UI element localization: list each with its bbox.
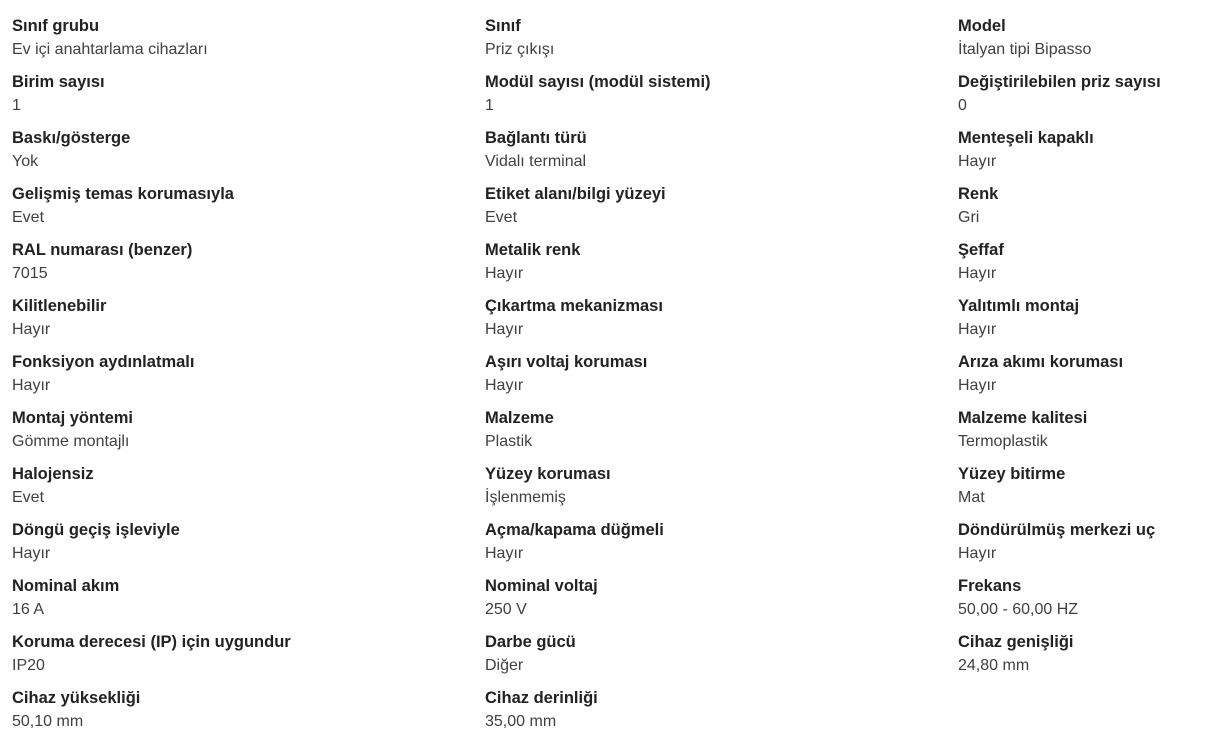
spec-item [485,294,711,350]
spec-label: Baskı/gösterge [12,129,131,147]
spec-label: Cihaz genişliği [958,633,1074,651]
spec-value: 250 V [485,601,527,618]
spec-value: Priz çıkışı [485,41,555,58]
spec-value: Vidalı terminal [485,153,587,170]
spec-value: 7015 [12,265,48,282]
spec-label: Aşırı voltaj koruması [485,353,648,371]
spec-label: Açma/kapama düğmeli [485,521,664,539]
spec-value: 16 A [12,601,45,618]
spec-value: Hayır [485,321,524,338]
spec-item [485,14,711,70]
spec-item [12,462,291,518]
spec-value: 1 [485,97,494,114]
spec-value: 24,80 mm [958,657,1030,674]
spec-item [485,630,711,686]
spec-item [958,462,1161,518]
spec-item [958,14,1161,70]
spec-item [12,350,291,406]
spec-value: Plastik [485,433,533,450]
spec-item [958,294,1161,350]
spec-label: Cihaz yüksekliği [12,689,141,707]
spec-value: Hayır [12,545,51,562]
spec-label: Çıkartma mekanizması [485,297,663,315]
spec-item [12,294,291,350]
spec-value: Hayır [485,377,524,394]
spec-item [958,406,1161,462]
spec-label: Döngü geçiş işleviyle [12,521,180,539]
spec-item [958,630,1161,686]
spec-label: Bağlantı türü [485,129,587,147]
spec-label: Değiştirilebilen priz sayısı [958,73,1161,91]
spec-label: Yüzey koruması [485,465,611,483]
spec-item [12,126,291,182]
spec-label: Malzeme kalitesi [958,409,1088,427]
spec-value: Evet [12,209,45,226]
spec-value: Yok [12,153,39,170]
spec-label: Nominal voltaj [485,577,598,595]
spec-item [958,518,1161,574]
spec-label: Metalik renk [485,241,581,259]
spec-item [958,182,1161,238]
spec-item [12,70,291,126]
spec-label: RAL numarası (benzer) [12,241,193,259]
spec-value: Hayır [485,265,524,282]
spec-value: Gömme montajlı [12,433,130,450]
spec-value: Termoplastik [958,433,1048,450]
spec-item [12,14,291,70]
spec-item [12,406,291,462]
spec-value: Ev içi anahtarlama cihazları [12,41,208,58]
spec-item [958,574,1161,630]
spec-item [485,238,711,294]
spec-value: Mat [958,489,985,506]
spec-item [12,182,291,238]
spec-label: Malzeme [485,409,554,427]
spec-item [485,350,711,406]
spec-label: Etiket alanı/bilgi yüzeyi [485,185,666,203]
spec-column-3 [958,14,1161,686]
spec-value: Hayır [958,265,997,282]
spec-item [958,350,1161,406]
spec-label: Döndürülmüş merkezi uç [958,521,1156,539]
spec-label: Cihaz derinliği [485,689,598,707]
spec-label: Modül sayısı (modül sistemi) [485,73,711,91]
spec-label: Montaj yöntemi [12,409,134,427]
spec-value: 50,00 - 60,00 HZ [958,601,1079,618]
spec-label: Yalıtımlı montaj [958,297,1080,315]
spec-value: 50,10 mm [12,713,84,730]
spec-value: Hayır [485,545,524,562]
spec-item [485,518,711,574]
spec-item [12,686,291,742]
spec-value: Evet [12,489,45,506]
spec-label: Nominal akım [12,577,120,595]
spec-value: Hayır [12,321,51,338]
spec-item [485,686,711,742]
spec-label: Birim sayısı [12,73,105,91]
spec-label: Model [958,17,1006,35]
spec-item [485,574,711,630]
spec-label: Şeffaf [958,241,1004,259]
spec-item [958,238,1161,294]
spec-item [12,630,291,686]
spec-label: Arıza akımı koruması [958,353,1124,371]
spec-value: İşlenmemiş [485,489,566,506]
spec-label: Kilitlenebilir [12,297,107,315]
spec-value: Hayır [958,377,997,394]
spec-value: Hayır [12,377,51,394]
spec-column-1 [12,14,291,742]
spec-value: İtalyan tipi Bipasso [958,41,1092,58]
spec-item [12,238,291,294]
spec-value: Evet [485,209,518,226]
spec-label: Sınıf [485,17,521,35]
spec-value: Gri [958,209,980,226]
spec-item [485,462,711,518]
spec-value: Hayır [958,545,997,562]
spec-value: Hayır [958,153,997,170]
spec-item [958,126,1161,182]
spec-value: Hayır [958,321,997,338]
spec-label: Renk [958,185,999,203]
spec-label: Frekans [958,577,1022,595]
spec-value: 0 [958,97,967,114]
spec-item [485,182,711,238]
spec-item [958,70,1161,126]
spec-item [12,574,291,630]
spec-label: Gelişmiş temas korumasıyla [12,185,234,203]
spec-column-2 [485,14,711,742]
spec-label: Yüzey bitirme [958,465,1066,483]
spec-value: 35,00 mm [485,713,557,730]
spec-label: Menteşeli kapaklı [958,129,1094,147]
spec-label: Koruma derecesi (IP) için uygundur [12,633,291,651]
spec-value: IP20 [12,657,45,674]
spec-label: Halojensiz [12,465,94,483]
spec-label: Darbe gücü [485,633,576,651]
spec-value: 1 [12,97,21,114]
spec-label: Fonksiyon aydınlatmalı [12,353,195,371]
spec-item [12,518,291,574]
spec-item [485,70,711,126]
spec-item [485,406,711,462]
spec-item [485,126,711,182]
spec-label: Sınıf grubu [12,17,100,35]
spec-value: Diğer [485,657,524,674]
